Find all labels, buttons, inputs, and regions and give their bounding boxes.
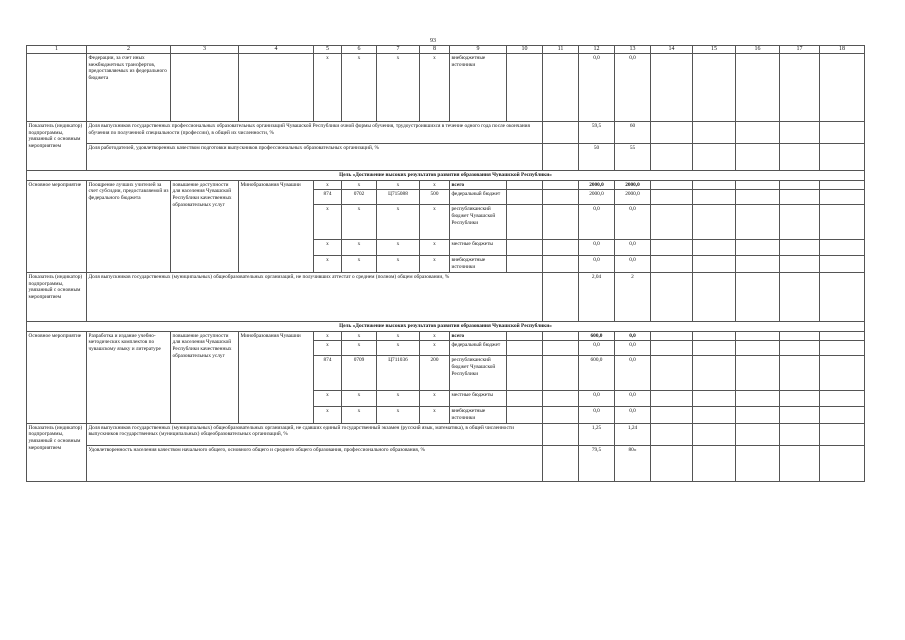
empty-cell <box>820 144 865 171</box>
budget-code: 200 <box>420 356 450 391</box>
budget-code: x <box>377 256 420 272</box>
indicator-value-2019: 79,5 <box>579 445 615 481</box>
value-2019: 0,0 <box>579 256 615 272</box>
empty-cell <box>651 54 693 122</box>
empty-cell <box>507 54 543 122</box>
empty-cell <box>507 407 543 423</box>
empty-cell <box>820 190 865 205</box>
empty-cell <box>820 180 865 190</box>
budget-code: x <box>314 331 342 341</box>
column-number: 17 <box>780 46 820 54</box>
empty-cell <box>780 391 820 407</box>
funding-source: внебюджетные источники <box>450 54 507 122</box>
empty-cell <box>507 391 543 407</box>
goal-heading: Цель «Достижение высоких результатов развития образования Чувашской Республики» <box>27 321 865 331</box>
budget-code: x <box>420 391 450 407</box>
empty-cell <box>736 423 780 445</box>
column-number: 12 <box>579 46 615 54</box>
value-2020: 0,0 <box>615 356 651 391</box>
empty-cell <box>780 356 820 391</box>
funding-source: республиканский бюджет Чувашской Республики <box>450 205 507 240</box>
indicator-label: Показатель (индикатор) подпрограммы, увязанный с основным мероприятием <box>27 423 87 481</box>
column-number: 8 <box>420 46 450 54</box>
column-number: 13 <box>615 46 651 54</box>
empty-cell <box>507 331 543 341</box>
budget-code: x <box>377 180 420 190</box>
activity-label: Основное мероприятие <box>27 180 87 272</box>
empty-cell <box>543 122 579 144</box>
empty-cell <box>543 180 579 190</box>
empty-cell <box>736 240 780 256</box>
empty-cell <box>820 331 865 341</box>
activity-label: Основное мероприятие <box>27 331 87 423</box>
empty-cell <box>693 144 736 171</box>
empty-cell <box>736 205 780 240</box>
budget-code: x <box>420 54 450 122</box>
empty-cell <box>507 356 543 391</box>
column-number: 15 <box>693 46 736 54</box>
budget-code: x <box>377 341 420 356</box>
indicator-value-2019: 50 <box>579 144 615 171</box>
empty-cell <box>651 272 693 321</box>
budget-code: x <box>342 256 377 272</box>
budget-code: x <box>420 205 450 240</box>
empty-cell <box>780 240 820 256</box>
empty-cell <box>693 423 736 445</box>
budget-code: x <box>342 205 377 240</box>
empty-cell <box>651 423 693 445</box>
empty-cell <box>239 54 314 122</box>
empty-cell <box>693 407 736 423</box>
budget-code: x <box>420 407 450 423</box>
indicator-value-2020: 55 <box>615 144 651 171</box>
goal-row <box>27 171 865 181</box>
empty-cell <box>651 407 693 423</box>
empty-cell <box>651 144 693 171</box>
continuation-row <box>27 54 865 122</box>
budget-code: 0702 <box>342 190 377 205</box>
budget-code: x <box>314 180 342 190</box>
empty-cell <box>543 391 579 407</box>
empty-cell <box>736 331 780 341</box>
empty-cell <box>736 407 780 423</box>
budget-code: x <box>314 205 342 240</box>
empty-cell <box>736 356 780 391</box>
value-2019: 0,0 <box>579 240 615 256</box>
empty-cell <box>693 341 736 356</box>
column-number: 14 <box>651 46 693 54</box>
activity-row <box>27 180 865 190</box>
value-2019: 2000,0 <box>579 190 615 205</box>
value-2020: 2000,0 <box>615 190 651 205</box>
empty-cell <box>736 272 780 321</box>
funding-source: всего <box>450 180 507 190</box>
funding-source: внебюджетные источники <box>450 256 507 272</box>
funding-source: внебюджетные источники <box>450 407 507 423</box>
empty-cell <box>693 331 736 341</box>
empty-cell <box>693 205 736 240</box>
value-2020: 0,0 <box>615 341 651 356</box>
empty-cell <box>820 54 865 122</box>
budget-code: x <box>377 407 420 423</box>
indicator-text: Доля выпускников государственных профессиональных образовательных организаций Чувашской Республики очной формы обучения, трудоустроившихся в течение одного года после окончания обучения по полученной специальности (профессии), в общей их численности, % <box>87 122 543 144</box>
indicator-value-2020: 80» <box>615 445 651 481</box>
empty-cell <box>820 341 865 356</box>
budget-code: x <box>377 54 420 122</box>
budget-code: x <box>342 331 377 341</box>
empty-cell <box>543 356 579 391</box>
empty-cell <box>780 54 820 122</box>
empty-cell <box>507 256 543 272</box>
empty-cell <box>693 122 736 144</box>
empty-cell <box>651 341 693 356</box>
empty-cell <box>780 205 820 240</box>
value-2020: 2000,0 <box>615 180 651 190</box>
indicator-value-2020: 2 <box>615 272 651 321</box>
funding-source: местные бюджеты <box>450 240 507 256</box>
empty-cell <box>736 190 780 205</box>
empty-cell <box>693 445 736 481</box>
indicator-row <box>27 272 865 321</box>
indicator-value-2019: 2,04 <box>579 272 615 321</box>
budget-code: x <box>342 407 377 423</box>
empty-cell <box>693 256 736 272</box>
empty-cell <box>820 356 865 391</box>
empty-cell <box>820 445 865 481</box>
empty-cell <box>780 407 820 423</box>
empty-cell <box>780 190 820 205</box>
empty-cell <box>543 205 579 240</box>
empty-cell <box>736 180 780 190</box>
empty-cell <box>780 256 820 272</box>
empty-cell <box>736 144 780 171</box>
indicator-value-2020: 1,24 <box>615 423 651 445</box>
empty-cell <box>820 407 865 423</box>
empty-cell <box>651 240 693 256</box>
empty-cell <box>171 54 239 122</box>
empty-cell <box>693 391 736 407</box>
empty-cell <box>543 256 579 272</box>
empty-cell <box>736 445 780 481</box>
indicator-text: Доля выпускников государственных (муниципальных) общеобразовательных организаций, не получивших аттестат о среднем (полном) общем образовании, % <box>87 272 543 321</box>
empty-cell <box>780 180 820 190</box>
budget-code: x <box>314 240 342 256</box>
indicator-label: Показатель (индикатор) подпрограммы, увязанный с основным мероприятием <box>27 272 87 321</box>
funding-source: республиканский бюджет Чувашской Республики <box>450 356 507 391</box>
empty-cell <box>651 256 693 272</box>
empty-cell <box>693 180 736 190</box>
budget-code: x <box>377 205 420 240</box>
funding-source: федеральный бюджет <box>450 190 507 205</box>
empty-cell <box>651 445 693 481</box>
budget-code: 874 <box>314 356 342 391</box>
budget-code: x <box>314 341 342 356</box>
budget-code: 500 <box>420 190 450 205</box>
empty-cell <box>543 54 579 122</box>
empty-cell <box>507 240 543 256</box>
activity-name: Разработка и издание учебно-методических комплектов по чувашскому языку и литературе <box>87 331 171 423</box>
page-number: 93 <box>430 38 436 44</box>
empty-cell <box>780 144 820 171</box>
empty-cell <box>780 122 820 144</box>
program-table <box>26 45 865 482</box>
empty-cell <box>820 423 865 445</box>
budget-code: x <box>314 256 342 272</box>
activity-row <box>27 331 865 341</box>
empty-cell <box>780 331 820 341</box>
funding-source: федеральный бюджет <box>450 341 507 356</box>
value-2019: 2000,0 <box>579 180 615 190</box>
empty-cell <box>507 205 543 240</box>
empty-cell <box>543 272 579 321</box>
budget-code: x <box>342 341 377 356</box>
empty-cell <box>543 144 579 171</box>
empty-cell <box>693 356 736 391</box>
empty-cell <box>820 391 865 407</box>
budget-code: 0709 <box>342 356 377 391</box>
goal-heading: Цель «Достижение высоких результатов развития образования Чувашской Республики» <box>27 171 865 181</box>
activity-executor: Минобразования Чувашии <box>239 331 314 423</box>
empty-cell <box>543 331 579 341</box>
column-number: 5 <box>314 46 342 54</box>
budget-code: x <box>377 240 420 256</box>
empty-cell <box>543 190 579 205</box>
budget-code: x <box>314 54 342 122</box>
value-2019: 600,0 <box>579 356 615 391</box>
empty-cell <box>543 445 579 481</box>
activity-name: Федерации, за счет иных межбюджетных трансфертов, предоставляемых из федерального бюджета <box>87 54 171 122</box>
budget-code: x <box>377 391 420 407</box>
empty-cell <box>736 256 780 272</box>
empty-cell <box>820 272 865 321</box>
empty-cell <box>736 122 780 144</box>
value-2020: 0,0 <box>615 54 651 122</box>
indicator-row <box>27 445 865 481</box>
budget-code: Ц715088 <box>377 190 420 205</box>
budget-code: x <box>314 407 342 423</box>
value-2020: 0,0 <box>615 240 651 256</box>
indicator-value-2019: 1,25 <box>579 423 615 445</box>
budget-code: x <box>342 391 377 407</box>
column-number: 7 <box>377 46 420 54</box>
indicator-text: Удовлетворенность населения качеством начального общего, основного общего и среднего общего образования, профессионального образования, % <box>87 445 543 481</box>
empty-cell <box>693 272 736 321</box>
budget-code: x <box>314 391 342 407</box>
budget-code: x <box>342 180 377 190</box>
empty-cell <box>651 205 693 240</box>
empty-cell <box>651 331 693 341</box>
budget-code: x <box>420 240 450 256</box>
column-number: 16 <box>736 46 780 54</box>
indicator-value-2020: 60 <box>615 122 651 144</box>
empty-cell <box>651 190 693 205</box>
header-row <box>27 46 865 54</box>
column-number: 1 <box>27 46 87 54</box>
empty-cell <box>651 180 693 190</box>
empty-cell <box>780 272 820 321</box>
value-2019: 0,0 <box>579 205 615 240</box>
budget-code: x <box>420 331 450 341</box>
value-2019: 0,0 <box>579 341 615 356</box>
budget-code: x <box>420 341 450 356</box>
budget-code: x <box>420 256 450 272</box>
empty-cell <box>780 423 820 445</box>
empty-cell <box>736 391 780 407</box>
indicator-label: Показатель (индикатор) подпрограммы, увязанный с основным мероприятием <box>27 122 87 171</box>
indicator-row <box>27 122 865 144</box>
budget-code: x <box>342 54 377 122</box>
empty-cell <box>693 54 736 122</box>
budget-code: 874 <box>314 190 342 205</box>
value-2020: 0,0 <box>615 331 651 341</box>
value-2019: 0,0 <box>579 54 615 122</box>
activity-target: повышение доступности для населения Чувашской Республики качественных образовательных услуг <box>171 180 239 272</box>
value-2020: 0,0 <box>615 391 651 407</box>
funding-source: всего <box>450 331 507 341</box>
empty-cell <box>693 190 736 205</box>
indicator-row <box>27 423 865 445</box>
empty-cell <box>820 240 865 256</box>
budget-code: x <box>420 180 450 190</box>
indicator-text: Доля выпускников государственных (муниципальных) общеобразовательных организаций, не сдавших единый государственный экзамен (русский язык, математика), в общей численности выпускников государственных (муниципальных) общеобразовательных организаций, % <box>87 423 543 445</box>
indicator-text: Доля работодателей, удовлетворенных качеством подготовки выпускников профессиональных образовательных организаций, % <box>87 144 543 171</box>
activity-executor: Минобразования Чувашии <box>239 180 314 272</box>
empty-cell <box>543 240 579 256</box>
empty-cell <box>820 122 865 144</box>
activity-name: Поощрение лучших учителей за счет субсидии, предоставляемой из федерального бюджета <box>87 180 171 272</box>
value-2020: 0,0 <box>615 256 651 272</box>
value-2019: 0,0 <box>579 407 615 423</box>
indicator-value-2019: 59,5 <box>579 122 615 144</box>
empty-cell <box>27 54 87 122</box>
empty-cell <box>507 341 543 356</box>
empty-cell <box>736 54 780 122</box>
column-number: 9 <box>450 46 507 54</box>
empty-cell <box>507 190 543 205</box>
empty-cell <box>780 341 820 356</box>
column-number: 4 <box>239 46 314 54</box>
value-2020: 0,0 <box>615 205 651 240</box>
empty-cell <box>736 341 780 356</box>
empty-cell <box>820 205 865 240</box>
value-2020: 0,0 <box>615 407 651 423</box>
funding-source: местные бюджеты <box>450 391 507 407</box>
empty-cell <box>651 356 693 391</box>
indicator-row <box>27 144 865 171</box>
empty-cell <box>651 122 693 144</box>
empty-cell <box>543 407 579 423</box>
column-number: 10 <box>507 46 543 54</box>
activity-target: повышение доступности для населения Чувашской Республики качественных образовательных услуг <box>171 331 239 423</box>
goal-row <box>27 321 865 331</box>
empty-cell <box>651 391 693 407</box>
empty-cell <box>780 445 820 481</box>
empty-cell <box>507 180 543 190</box>
budget-code: x <box>377 331 420 341</box>
column-number: 3 <box>171 46 239 54</box>
empty-cell <box>693 240 736 256</box>
empty-cell <box>543 341 579 356</box>
column-number: 11 <box>543 46 579 54</box>
value-2019: 600,0 <box>579 331 615 341</box>
budget-code: x <box>342 240 377 256</box>
column-number: 2 <box>87 46 171 54</box>
empty-cell <box>543 423 579 445</box>
value-2019: 0,0 <box>579 391 615 407</box>
empty-cell <box>820 256 865 272</box>
column-number: 6 <box>342 46 377 54</box>
budget-code: Ц711036 <box>377 356 420 391</box>
column-number: 18 <box>820 46 865 54</box>
